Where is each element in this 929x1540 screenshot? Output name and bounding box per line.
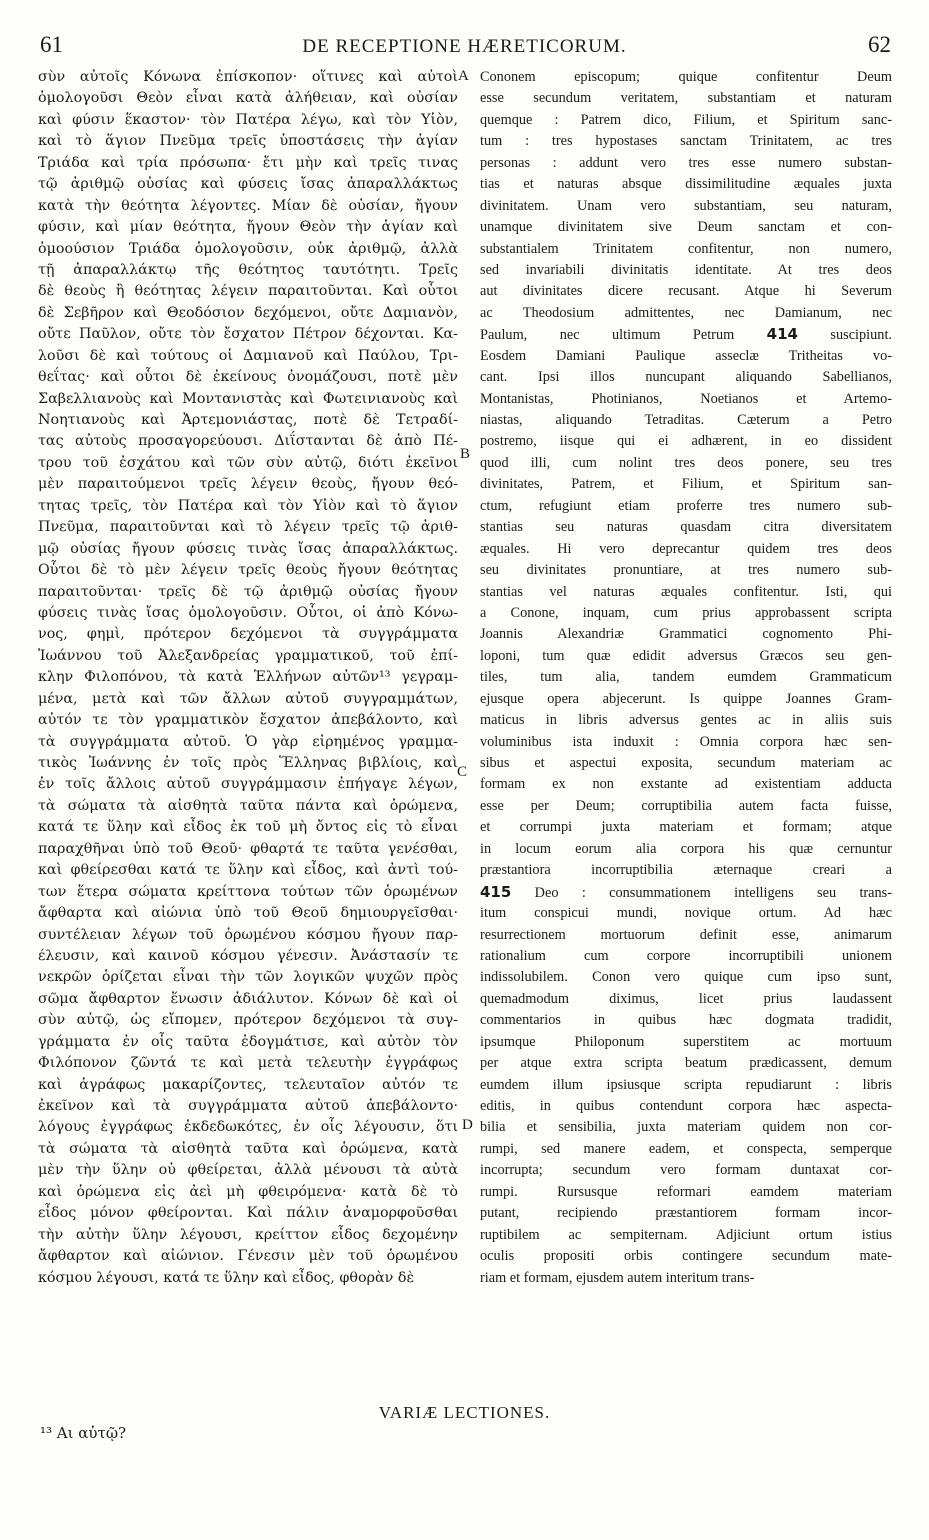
latin-text-line: divinitatem. Unam vero substantiam, seu naturam, xyxy=(480,197,892,214)
greek-text-line: ὁμολογοῦσι Θεὸν εἶναι κατὰ ἀλήθειαν, καὶ οὐσίαν xyxy=(38,90,458,107)
greek-text-line: φύσεις τινὰς ἴσας ὁμολογοῦσιν. Οὗτοι, οἱ ἀπὸ Κόνω- xyxy=(38,604,458,621)
latin-text-line: sibus et aspectui exposita, secundum materiam ac xyxy=(480,755,892,771)
latin-text-line: maticus in libris adversus gentes ac in aliis suis xyxy=(480,712,892,729)
greek-text-line: ἐκεῖνον καὶ τὰ συγγράμματα αὐτοῦ ἀπεβάλοντο· xyxy=(38,1098,458,1114)
greek-text-line: παραχθῆναι ὑπὸ τοῦ Θεοῦ· φθαρτά τε ταῦτα γενέσθαι, xyxy=(38,840,458,857)
latin-text-line: loponi, tum quæ edidit adversus Græcos seu gen- xyxy=(480,647,892,664)
latin-text-line: stantias seu naturas quasdam citra diversitatem xyxy=(480,519,892,536)
variae-lectiones-heading: VARIÆ LECTIONES. xyxy=(378,1403,551,1422)
greek-text-line: Φιλόπονον ζῶντά τε καὶ μετὰ τελευτὴν ἐγγράφως xyxy=(38,1055,458,1072)
greek-text-line: μῷ οὐσίας ἤγουν φύσεις τινὰς ἴσας ἀπαραλλάκτως. xyxy=(38,540,458,557)
latin-text-line: substantialem Trinitatem confitentur, non numero, xyxy=(480,240,892,257)
latin-text-line: cant. Ipsi illos nuncupant aliquando Sabellianos, xyxy=(480,369,892,386)
greek-text-line: κατά τε ὕλην καὶ εἶδος ἐκ τοῦ μὴ ὄντος εἰς τὸ εἶναι xyxy=(38,819,458,836)
latin-text-line: quemque : Patrem dico, Filium, et Spiritum sanc- xyxy=(480,111,892,128)
greek-text-line: Οὗτοι δὲ τὸ μὲν λέγειν τρεῖς θεοὺς ἤγουν θεότητας xyxy=(38,562,458,579)
greek-text-line: καὶ τὸ ἅγιον Πνεῦμα τρεῖς ὑποστάσεις τὴν ἁγίαν xyxy=(38,133,458,150)
latin-text-line: indissolubilem. Conon vero quique cum ipso sunt, xyxy=(480,969,892,986)
greek-text-line: ἐν τοῖς ἄλλοις αὐτοῦ συγγράμμασιν ἐπήγαγε λέγων, xyxy=(38,776,458,793)
greek-text-line: συντέλειαν λέγων τοῦ ὁρωμένου κόσμου ἤγουν παρ- xyxy=(38,926,458,943)
greek-text-line: τητας τρεῖς, τὸν Πατέρα καὶ τὸν Υἱὸν καὶ τὸ ἅγιον xyxy=(38,497,458,514)
latin-text-line: eumdem illum ipsiusque scripta repudiarunt : libris xyxy=(480,1076,892,1093)
latin-text-line: ruptibilem ac sempiternam. Adjiciunt ortum istius xyxy=(480,1226,892,1243)
greek-text-line: μὲν παραιτούμενοι τρεῖς λέγειν θεοὺς, ἤγουν θεό- xyxy=(38,476,458,493)
latin-text-line: ipsumque Philoponum superstitem ac mortuum xyxy=(480,1033,892,1050)
greek-text-line: Ἰωάννου τοῦ Ἀλεξανδρείας γραμματικοῦ, τοῦ ἐπί- xyxy=(38,647,458,664)
greek-text-line: λοῦσι δὲ καὶ τούτους οἱ Δαμιανοῦ καὶ Παύλου, Τρι- xyxy=(38,347,458,364)
running-header xyxy=(0,30,929,62)
latin-text-line: riam et formam, ejusdem autem interitum trans- xyxy=(480,1269,755,1286)
greek-text-line: κόσμου λέγουσι, κατά τε ὕλην καὶ εἶδος, φθορὰν δὲ xyxy=(38,1269,415,1286)
latin-text-line: Eosdem Damiani Paulique asseclæ Tritheitas vo- xyxy=(480,347,892,364)
latin-text-line: a Conone, inquam, cum prius approbassent scripta xyxy=(480,604,892,621)
latin-text-line: Cononem episcopum; quique confitentur Deum xyxy=(480,69,892,85)
column-number: 415 xyxy=(480,882,512,901)
greek-text-line: Πνεῦμα, παραιτοῦνται καὶ τὸ λέγειν τρεῖς τῷ ἀριθ- xyxy=(38,519,458,536)
latin-text-line: tum : tres hypostases sanctam Trinitatem, ac tres xyxy=(480,133,892,150)
latin-text-line: sed invariabili divinitatis identitate. At tres deos xyxy=(480,261,892,278)
latin-text-line: Paulum, nec ultimum Petrum 414 suscipiunt. xyxy=(480,325,892,344)
greek-text-line: καὶ φθείρεσθαι κατά τε ὕλην καὶ εἶδος, καὶ ἀντὶ τού- xyxy=(38,862,458,879)
greek-text-line: καὶ ὁρώμενα εἰς ἀεὶ μὴ φθειρόμενα· κατὰ δὲ τὸ xyxy=(38,1183,458,1200)
latin-text-line: putant, recipiendo præstantiorem formam incor- xyxy=(480,1205,892,1222)
latin-text-line: tiles, tum alia, tandem eumdem Grammaticum xyxy=(480,669,892,686)
greek-text-line: τὰ συγγράμματα αὐτοῦ. Ὁ γὰρ εἰρημένος γραμμα- xyxy=(38,733,458,750)
greek-text-line: σῶμα ἄφθαρτον ἕνωσιν ἀδιάλυτον. Κόνων δὲ καὶ οἱ xyxy=(38,990,458,1007)
greek-text-line: των ἕτερα σώματα κρείττονα τούτων τῶν ὁρωμένων xyxy=(38,883,458,900)
greek-text-line: δὲ Σεβῆρον καὶ Θεοδόσιον δεχόμενοι, οὔτε Δαμιανὸν, xyxy=(38,304,458,321)
greek-text-line: ὁμοούσιον Τριάδα ὁμολογοῦσιν, οὐκ ἀριθμῷ, ἀλλὰ xyxy=(38,240,458,257)
greek-text-line: τὰ σώματα τὰ αἰσθητὰ ταῦτα καὶ ὁρώμενα, κατὰ xyxy=(38,1140,458,1157)
greek-text-line: Τριάδα καὶ τρία πρόσωπα· ἔτι μὴν καὶ τρεῖς τινας xyxy=(38,154,458,171)
latin-text-line: Joannis Alexandriæ Grammatici cognomento Phi- xyxy=(480,626,892,643)
greek-text-line: αὐτόν τε τὸν γραμματικὸν ἔσχατον ἀπεβάλοντο, καὶ xyxy=(38,712,458,729)
greek-text-line: νος, φημὶ, πρότερον δεχόμενοι τὰ συγγράμματα xyxy=(38,626,458,643)
latin-text-line: quemadmodum diximus, licet prius laudassent xyxy=(480,990,892,1007)
margin-marker-d: D xyxy=(462,1117,473,1133)
latin-text-line: ctum, refugiunt etiam proferre tres numero sub- xyxy=(480,497,892,514)
latin-text-line: postremo, iisque qui ei adhærent, in eo dissident xyxy=(480,433,892,450)
greek-text-line: καὶ ἀγράφως μακαρίζοντες, τελευταῖον αὐτόν τε xyxy=(38,1076,458,1093)
greek-text-line: τικὸς Ἰωάννης ἐν τοῖς πρὸς Ἕλληνας βιβλίοις, καὶ xyxy=(38,755,458,771)
greek-text-line: γράμματα ἐν οἷς ταῦτα ἐδογμάτισε, καὶ αὐτὸν τὸν xyxy=(38,1033,458,1050)
latin-text-line: stantias vel naturas æquales confitentur. Isti, qui xyxy=(480,583,892,600)
latin-text-line: rationalium cum corpore incorruptibili unionem xyxy=(480,947,892,964)
greek-text-column xyxy=(38,67,458,1289)
greek-text-line: τρου τοῦ ἐσχάτου καὶ τῶν σὺν αὐτῷ, διότι ἐκεῖνοι xyxy=(38,454,458,471)
latin-text-line: in locum eorum alia corpora his quæ cernuntur xyxy=(480,840,892,857)
greek-text-line: ἄφθαρτα καὶ αἰώνια ὑπὸ τοῦ Θεοῦ δημιουργεῖσθαι· xyxy=(38,905,458,922)
latin-text-line: unamque divinitatem sive Deum sanctam et con- xyxy=(480,219,892,236)
greek-text-line: τὴν αὐτὴν ὕλην λέγουσι, κρείττον εἶδος δεχομένην xyxy=(38,1226,458,1243)
margin-marker-c: C xyxy=(457,764,468,780)
greek-text-line: νεκρῶν ὁρίζεται εἶναι τὴν τῶν λογικῶν ψυχῶν πρὸς xyxy=(38,969,458,986)
greek-text-line: μὲν τὴν ὕλην οὐ φθείρεται, ἀλλὰ μένουσι τὰ αὐτὰ xyxy=(38,1162,458,1179)
greek-text-line: ἄφθαρτον καὶ αἰώνιον. Γένεσιν μὲν τοῦ ὁρωμένου xyxy=(38,1248,458,1265)
latin-text-line: præstantiora incorruptibilia æternaque creari a xyxy=(480,862,892,879)
greek-text-line: οὔτε Παῦλον, οὔτε τὸν ἔσχατον Πέτρον δέχονται. Κα- xyxy=(38,326,458,343)
latin-text-line: rumpi, sed manere eadem, et conspecta, semperque xyxy=(480,1140,892,1157)
greek-text-line: τῇ ἀπαραλλάκτῳ τῆς θεότητος ταυτότητι. Τρεῖς xyxy=(38,261,458,278)
latin-text-line: per atque extra scripta beatum prædicassent, demum xyxy=(480,1055,892,1072)
right-page-number: 62 xyxy=(868,32,891,57)
column-number: 414 xyxy=(766,325,798,344)
greek-text-line: σὺν αὐτῷ, ὡς εἴπομεν, πρότερον δεχόμενοι τὰ συγ- xyxy=(38,1012,458,1029)
left-page-number: 61 xyxy=(40,32,63,57)
latin-text-line: tias et naturas absque dissimilitudine æquales juxta xyxy=(480,176,892,193)
greek-text-line: σὺν αὐτοῖς Κόνωνα ἐπίσκοπον· οἵτινες καὶ αὐτοὶ xyxy=(38,69,458,85)
latin-text-line: niastas, aliquando Tetraditas. Cæterum a Petro xyxy=(480,412,892,428)
greek-text-line: Σαβελλιανοὺς καὶ Μοντανιστὰς καὶ Φωτεινιανοὺς καὶ xyxy=(38,390,458,407)
greek-text-line: μένα, μετὰ καὶ τῶν ἄλλων αὐτοῦ συγγραμμάτων, xyxy=(38,690,458,707)
greek-text-line: καὶ φύσιν ἕκαστον· τὸν Πατέρα λέγω, καὶ τὸν Υἱὸν, xyxy=(38,111,458,128)
latin-text-line: divinitates, Patrem, et Filium, et Spiritum san- xyxy=(480,476,892,493)
latin-text-line: aut divinitates dicere recusant. Atque hi Severum xyxy=(480,283,892,300)
latin-text-line: esse per Deum; corruptibilia autem facta fuisse, xyxy=(480,797,892,814)
greek-text-line: δὲ θεοὺς ἢ θεότητας λέγειν παραιτοῦνται. Καὶ οὗτοι xyxy=(38,283,458,300)
latin-text-line: editis, in quibus contendunt corpora hæc aspecta- xyxy=(480,1098,892,1114)
margin-marker-b: B xyxy=(460,446,471,462)
latin-text-line: ac Theodosium admittentes, nec Damianum, nec xyxy=(480,304,892,321)
greek-text-line: τὰ σώματα τὰ αἰσθητὰ ταῦτα πάντα καὶ ὁρώμενα, xyxy=(38,797,458,814)
latin-text-column xyxy=(480,67,892,1289)
greek-text-line: Νοητιανοὺς καὶ Ἀρτεμονιάστας, ποτὲ δὲ Τετραδί- xyxy=(38,412,458,428)
latin-text-line: 415 Deo : consummationem intelligens seu trans- xyxy=(480,882,892,901)
greek-text-line: τας αὐτοὺς προσαγορεύουσι. Διΐστανται δὲ ἀπὸ Πέ- xyxy=(38,433,458,450)
latin-text-line: ejusque opera abjecerunt. Is quippe Joannes Gram- xyxy=(480,690,892,707)
latin-text-line: oculis propositi orbis contingere secundum mate- xyxy=(480,1248,892,1265)
latin-text-line: Montanistas, Photinianos, Noetianos et Artemo- xyxy=(480,390,892,407)
greek-text-line: θεΐτας· καὶ οὗτοι δὲ ἐκείνους ὀνομάζουσι, ποτὲ μὲν xyxy=(38,369,458,386)
latin-text-line: æquales. Hi vero deprecantur quidem tres deos xyxy=(480,540,892,557)
footnote: ¹³ Αι αὐτῷ? xyxy=(40,1424,127,1442)
latin-text-line: rumpi. Rursusque reformari eamdem materiam xyxy=(480,1183,892,1200)
latin-text-line: formam ex non exstante ad existentiam adducta xyxy=(480,776,892,793)
latin-text-line: personas : addunt vero tres esse numero substan- xyxy=(480,154,892,171)
greek-text-line: κλην Φιλοπόνου, τὰ κατὰ Ἑλλήνων αὐτῶν¹³ γεγραμ- xyxy=(38,669,458,686)
greek-text-line: φύσιν, καὶ μίαν θεότητα, ἤγουν Θεὸν τὴν ἁγίαν καὶ xyxy=(38,219,458,236)
latin-text-line: commentarios in quibus hæc dogmata tradidit, xyxy=(480,1012,892,1029)
greek-text-line: έλευσιν, καὶ καινοῦ κόσμου γένεσιν. Ἀνάστασίν τε xyxy=(38,947,458,964)
latin-text-line: itum conspicui mundi, novique ortum. Ad hæc xyxy=(480,905,892,922)
greek-text-line: τῷ ἀριθμῷ οὐσίας καὶ φύσεις ἴσας ἀπαραλλάκτως xyxy=(38,176,458,193)
latin-text-line: quod illi, cum nolint tres deos ponere, seu tres xyxy=(480,454,892,471)
running-title: DE RECEPTIONE HÆRETICORUM. xyxy=(302,36,627,57)
greek-text-line: λόγους ἐγγράφως ἐκδεδωκότες, ἐν οἷς λέγουσιν, ὅτι xyxy=(38,1119,458,1136)
latin-text-line: et corrumpi juxta materiam et formam; atque xyxy=(480,819,892,836)
greek-text-line: παραιτοῦνται· τρεῖς δὲ τῷ ἀριθμῷ οὐσίας ἤγουν xyxy=(38,583,458,600)
latin-text-line: bilia et sensibilia, juxta materiam quidem non cor- xyxy=(480,1119,892,1136)
latin-text-line: resurrectionem mortuorum definit esse, animarum xyxy=(480,926,892,943)
greek-text-line: εἶδος μόνον φθείρονται. Καὶ πάλιν ἀναμορφοῦσθαι xyxy=(38,1205,458,1222)
latin-text-line: esse secundum veritatem, substantiam et naturam xyxy=(480,90,892,107)
margin-marker-a: A xyxy=(458,68,469,84)
latin-text-line: voluminibus ista induxit : Omnia corpora hæc sen- xyxy=(480,733,892,750)
latin-text-line: seu divinitates pronuntiare, at tres numero sub- xyxy=(480,562,892,579)
greek-text-line: κατὰ τὴν θεότητα λέγοντες. Μίαν δὲ οὐσίαν, ἤγουν xyxy=(38,197,458,214)
latin-text-line: incorrupta; secundum vero formam duntaxat cor- xyxy=(480,1162,892,1179)
